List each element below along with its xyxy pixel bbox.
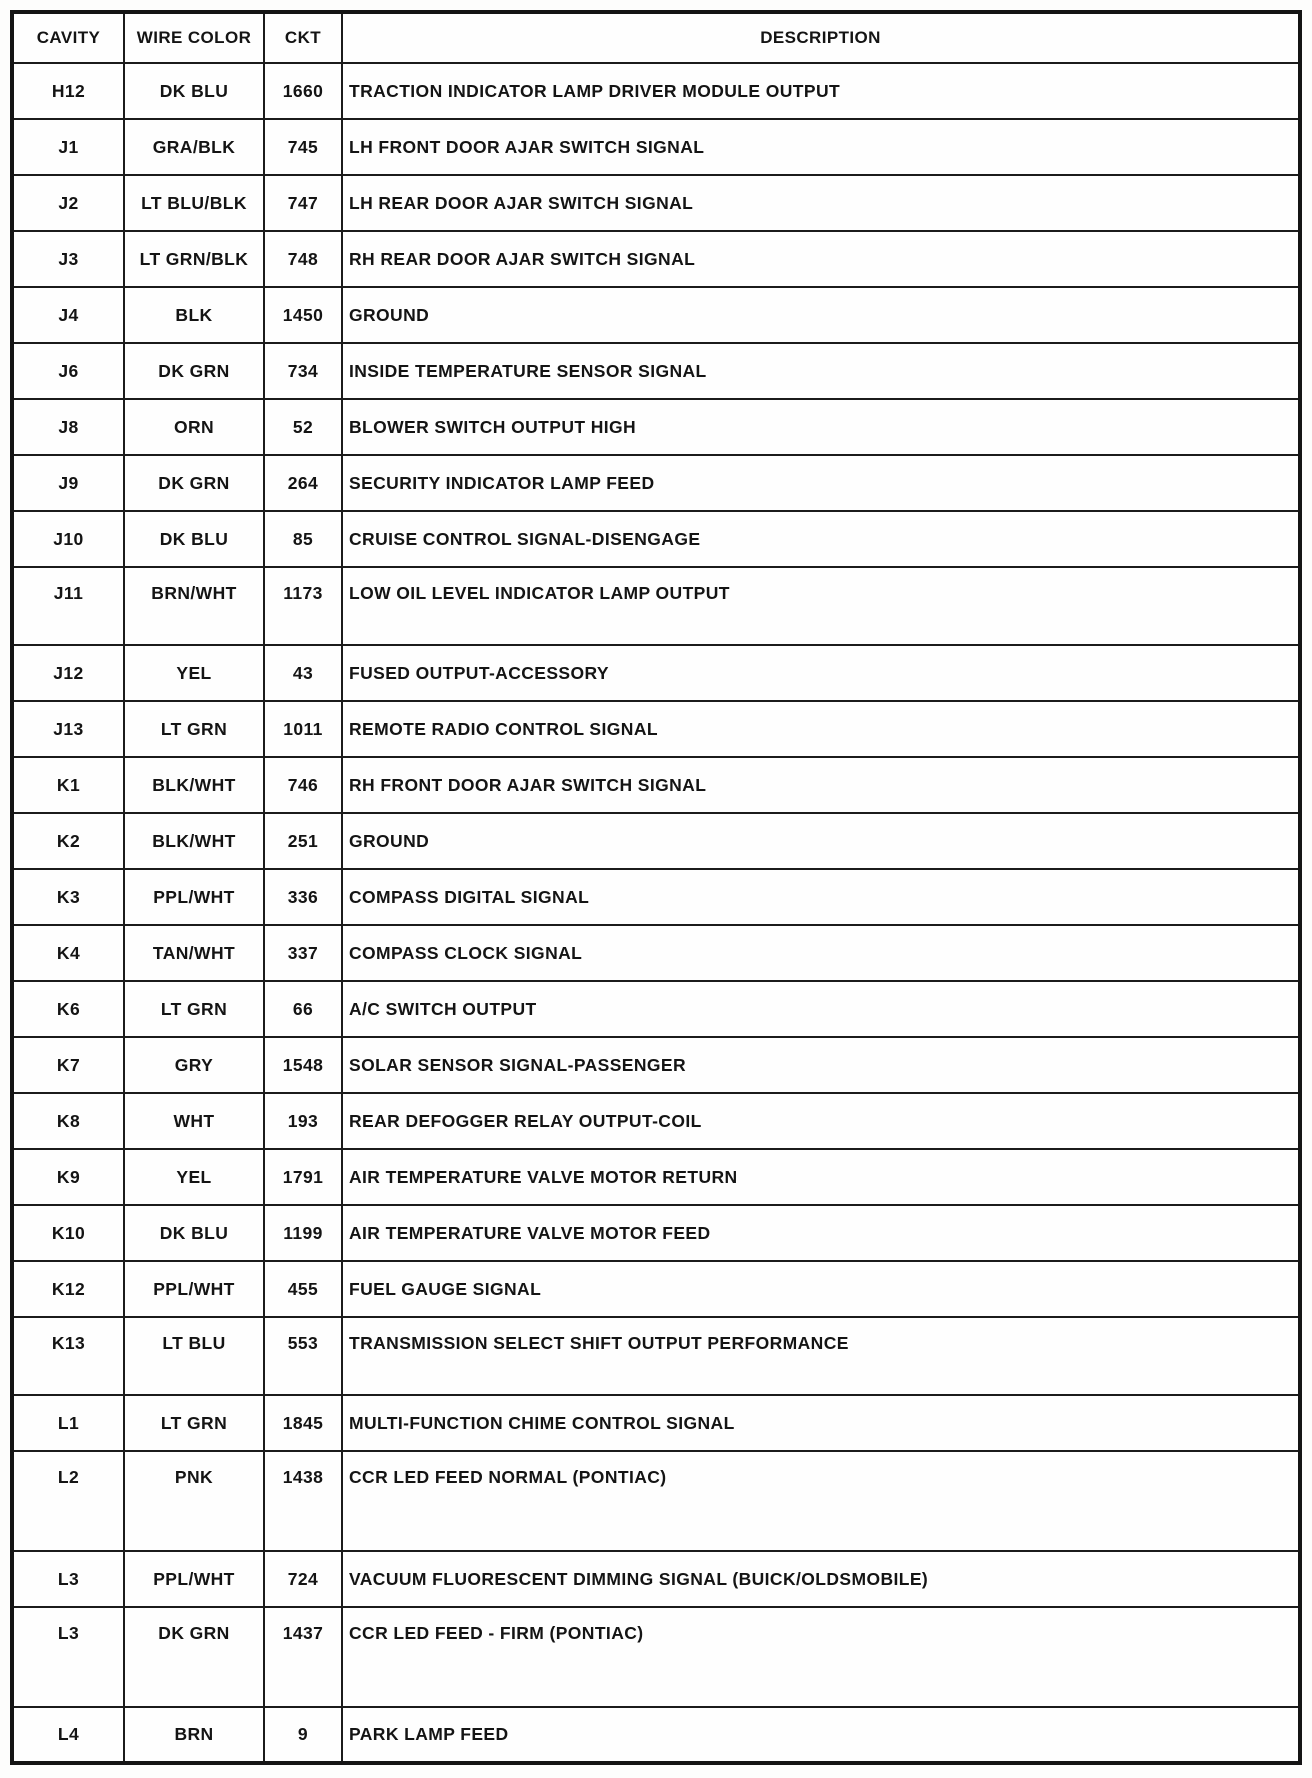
ckt-cell: 1845 <box>264 1395 342 1451</box>
table-row <box>12 645 1300 701</box>
cavity-cell: K9 <box>12 1149 124 1205</box>
table-row <box>12 343 1300 399</box>
description-cell: GROUND <box>342 287 1300 343</box>
cavity-cell: J1 <box>12 119 124 175</box>
col-header-description: DESCRIPTION <box>342 12 1300 63</box>
description-cell: COMPASS DIGITAL SIGNAL <box>342 869 1300 925</box>
description-cell: REMOTE RADIO CONTROL SIGNAL <box>342 701 1300 757</box>
wire-color-cell: PPL/WHT <box>124 1551 264 1607</box>
ckt-cell: 264 <box>264 455 342 511</box>
description-cell: RH FRONT DOOR AJAR SWITCH SIGNAL <box>342 757 1300 813</box>
ckt-cell: 193 <box>264 1093 342 1149</box>
table-row <box>12 175 1300 231</box>
table-row <box>12 869 1300 925</box>
wire-color-cell: LT GRN <box>124 701 264 757</box>
cavity-cell: J11 <box>12 567 124 645</box>
wire-color-cell: BRN/WHT <box>124 567 264 645</box>
description-cell: FUSED OUTPUT-ACCESSORY <box>342 645 1300 701</box>
table-row <box>12 1551 1300 1607</box>
wire-color-cell: LT GRN <box>124 1395 264 1451</box>
table-row <box>12 1395 1300 1451</box>
cavity-cell: L2 <box>12 1451 124 1551</box>
cavity-cell: K13 <box>12 1317 124 1395</box>
ckt-cell: 746 <box>264 757 342 813</box>
wire-color-cell: LT BLU <box>124 1317 264 1395</box>
wire-color-cell: DK GRN <box>124 1607 264 1707</box>
cavity-cell: K6 <box>12 981 124 1037</box>
wire-color-cell: LT GRN <box>124 981 264 1037</box>
ckt-cell: 251 <box>264 813 342 869</box>
ckt-cell: 1438 <box>264 1451 342 1551</box>
description-cell: FUEL GAUGE SIGNAL <box>342 1261 1300 1317</box>
cavity-cell: J9 <box>12 455 124 511</box>
cavity-cell: K8 <box>12 1093 124 1149</box>
description-cell: MULTI-FUNCTION CHIME CONTROL SIGNAL <box>342 1395 1300 1451</box>
ckt-cell: 747 <box>264 175 342 231</box>
cavity-cell: H12 <box>12 63 124 119</box>
description-cell: RH REAR DOOR AJAR SWITCH SIGNAL <box>342 231 1300 287</box>
col-header-wire-color: WIRE COLOR <box>124 12 264 63</box>
wire-color-cell: TAN/WHT <box>124 925 264 981</box>
wire-color-cell: LT BLU/BLK <box>124 175 264 231</box>
table-row <box>12 701 1300 757</box>
wire-color-cell: GRY <box>124 1037 264 1093</box>
ckt-cell: 724 <box>264 1551 342 1607</box>
table-row <box>12 981 1300 1037</box>
ckt-cell: 1791 <box>264 1149 342 1205</box>
cavity-cell: J10 <box>12 511 124 567</box>
wire-color-cell: DK BLU <box>124 511 264 567</box>
col-header-ckt: CKT <box>264 12 342 63</box>
cavity-cell: K3 <box>12 869 124 925</box>
wire-color-cell: PNK <box>124 1451 264 1551</box>
table-row <box>12 231 1300 287</box>
description-cell: LH FRONT DOOR AJAR SWITCH SIGNAL <box>342 119 1300 175</box>
cavity-cell: K1 <box>12 757 124 813</box>
description-cell: CCR LED FEED - FIRM (PONTIAC) <box>342 1607 1300 1707</box>
ckt-cell: 1011 <box>264 701 342 757</box>
ckt-cell: 1660 <box>264 63 342 119</box>
wire-color-cell: BLK/WHT <box>124 813 264 869</box>
col-header-cavity: CAVITY <box>12 12 124 63</box>
ckt-cell: 9 <box>264 1707 342 1763</box>
description-cell: PARK LAMP FEED <box>342 1707 1300 1763</box>
wire-color-cell: DK GRN <box>124 455 264 511</box>
ckt-cell: 43 <box>264 645 342 701</box>
description-cell: SOLAR SENSOR SIGNAL-PASSENGER <box>342 1037 1300 1093</box>
wire-color-cell: DK BLU <box>124 63 264 119</box>
cavity-cell: J3 <box>12 231 124 287</box>
ckt-cell: 1173 <box>264 567 342 645</box>
table-row <box>12 399 1300 455</box>
table-row <box>12 1149 1300 1205</box>
description-cell: LOW OIL LEVEL INDICATOR LAMP OUTPUT <box>342 567 1300 645</box>
table-row <box>12 511 1300 567</box>
description-cell: REAR DEFOGGER RELAY OUTPUT-COIL <box>342 1093 1300 1149</box>
cavity-cell: L1 <box>12 1395 124 1451</box>
wire-color-cell: PPL/WHT <box>124 1261 264 1317</box>
ckt-cell: 1450 <box>264 287 342 343</box>
table-row <box>12 925 1300 981</box>
cavity-cell: K4 <box>12 925 124 981</box>
description-cell: AIR TEMPERATURE VALVE MOTOR RETURN <box>342 1149 1300 1205</box>
ckt-cell: 337 <box>264 925 342 981</box>
table-body <box>12 63 1300 1763</box>
wire-color-cell: BLK/WHT <box>124 757 264 813</box>
ckt-cell: 52 <box>264 399 342 455</box>
table-row <box>12 287 1300 343</box>
ckt-cell: 1199 <box>264 1205 342 1261</box>
connector-pinout-table <box>10 10 1302 1765</box>
table-row <box>12 1451 1300 1551</box>
cavity-cell: J12 <box>12 645 124 701</box>
description-cell: BLOWER SWITCH OUTPUT HIGH <box>342 399 1300 455</box>
description-cell: VACUUM FLUORESCENT DIMMING SIGNAL (BUICK/OLDSMOBILE) <box>342 1551 1300 1607</box>
ckt-cell: 85 <box>264 511 342 567</box>
table-row <box>12 119 1300 175</box>
cavity-cell: K10 <box>12 1205 124 1261</box>
description-cell: CCR LED FEED NORMAL (PONTIAC) <box>342 1451 1300 1551</box>
cavity-cell: J2 <box>12 175 124 231</box>
description-cell: GROUND <box>342 813 1300 869</box>
description-cell: CRUISE CONTROL SIGNAL-DISENGAGE <box>342 511 1300 567</box>
cavity-cell: L4 <box>12 1707 124 1763</box>
wire-color-cell: BLK <box>124 287 264 343</box>
wire-color-cell: DK GRN <box>124 343 264 399</box>
ckt-cell: 734 <box>264 343 342 399</box>
table-row <box>12 1205 1300 1261</box>
table-row <box>12 63 1300 119</box>
ckt-cell: 745 <box>264 119 342 175</box>
table-row <box>12 757 1300 813</box>
description-cell: A/C SWITCH OUTPUT <box>342 981 1300 1037</box>
description-cell: COMPASS CLOCK SIGNAL <box>342 925 1300 981</box>
wire-color-cell: YEL <box>124 645 264 701</box>
wire-color-cell: BRN <box>124 1707 264 1763</box>
cavity-cell: J4 <box>12 287 124 343</box>
wire-color-cell: WHT <box>124 1093 264 1149</box>
cavity-cell: K12 <box>12 1261 124 1317</box>
table-row <box>12 567 1300 645</box>
ckt-cell: 1548 <box>264 1037 342 1093</box>
wire-color-cell: GRA/BLK <box>124 119 264 175</box>
ckt-cell: 1437 <box>264 1607 342 1707</box>
description-cell: SECURITY INDICATOR LAMP FEED <box>342 455 1300 511</box>
description-cell: TRANSMISSION SELECT SHIFT OUTPUT PERFORMANCE <box>342 1317 1300 1395</box>
ckt-cell: 455 <box>264 1261 342 1317</box>
header-row <box>12 12 1300 63</box>
cavity-cell: L3 <box>12 1607 124 1707</box>
table-row <box>12 1317 1300 1395</box>
wire-color-cell: LT GRN/BLK <box>124 231 264 287</box>
wire-color-cell: ORN <box>124 399 264 455</box>
cavity-cell: J8 <box>12 399 124 455</box>
cavity-cell: J13 <box>12 701 124 757</box>
cavity-cell: K7 <box>12 1037 124 1093</box>
description-cell: INSIDE TEMPERATURE SENSOR SIGNAL <box>342 343 1300 399</box>
table-row <box>12 455 1300 511</box>
table-row <box>12 1707 1300 1763</box>
description-cell: TRACTION INDICATOR LAMP DRIVER MODULE OUTPUT <box>342 63 1300 119</box>
description-cell: LH REAR DOOR AJAR SWITCH SIGNAL <box>342 175 1300 231</box>
table-row <box>12 813 1300 869</box>
wire-color-cell: PPL/WHT <box>124 869 264 925</box>
table-row <box>12 1607 1300 1707</box>
cavity-cell: L3 <box>12 1551 124 1607</box>
wire-color-cell: YEL <box>124 1149 264 1205</box>
ckt-cell: 553 <box>264 1317 342 1395</box>
ckt-cell: 336 <box>264 869 342 925</box>
cavity-cell: J6 <box>12 343 124 399</box>
ckt-cell: 66 <box>264 981 342 1037</box>
wire-color-cell: DK BLU <box>124 1205 264 1261</box>
ckt-cell: 748 <box>264 231 342 287</box>
table-row <box>12 1261 1300 1317</box>
table-row <box>12 1093 1300 1149</box>
cavity-cell: K2 <box>12 813 124 869</box>
table-row <box>12 1037 1300 1093</box>
description-cell: AIR TEMPERATURE VALVE MOTOR FEED <box>342 1205 1300 1261</box>
